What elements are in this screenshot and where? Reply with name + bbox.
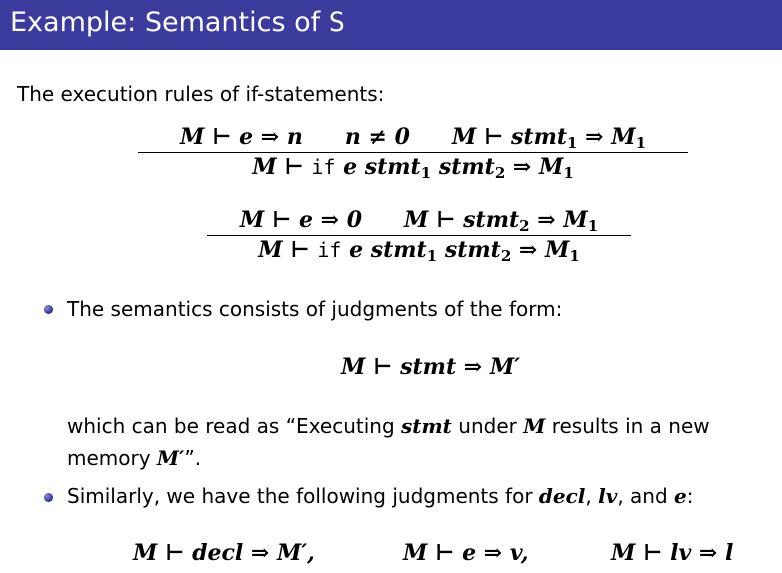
inference-rule-1: [138, 124, 688, 183]
rule-2-premises: [207, 207, 631, 235]
intro-text: The execution rules of if-statements:: [17, 82, 385, 106]
rule-1-conclusion: M ⊢ if e stmt$_1$ stmt$_2$ ⇒ $M_1$: [252, 154, 574, 183]
bullet-icon: [44, 493, 53, 502]
slide-title-text: Example: Semantics of: [10, 7, 329, 38]
rule-2-premise-1: M ⊢ e ⇒ 0: [239, 207, 363, 233]
inference-rule-2: [207, 207, 631, 266]
judgment-expr: M ⊢ e ⇒ v,: [403, 540, 529, 566]
bullet-1-explanation-line-1: which can be read as “Executing stmt under M results in a new: [67, 414, 710, 438]
bullet-icon: [44, 305, 53, 314]
bullet-1-text: The semantics consists of judgments of the form:: [67, 297, 563, 321]
slide-title: [10, 7, 345, 38]
slide-title-code: S: [328, 7, 345, 38]
judgment-decl: M ⊢ decl ⇒ M′,: [133, 540, 315, 566]
judgment-lv: M ⊢ lv ⇒ l: [611, 540, 734, 566]
rule-1-premise-1: M ⊢ e ⇒ n: [179, 124, 303, 150]
rule-1-premises: [138, 124, 688, 152]
rule-1-premise-3: M ⊢ stmt$_1$ ⇒ $M_1$: [451, 124, 647, 152]
judgment-stmt: M ⊢ stmt ⇒ M′: [341, 354, 521, 380]
rule-2-premise-2: M ⊢ stmt$_2$ ⇒ $M_1$: [404, 207, 599, 235]
rule-2-conclusion: M ⊢ if e stmt$_1$ stmt$_2$ ⇒ $M_1$: [258, 237, 580, 266]
title-bar: [0, 0, 782, 50]
bullet-2-text: Similarly, we have the following judgments for decl, lv, and e:: [67, 484, 694, 508]
rule-1-premise-2: n ≠ 0: [344, 124, 410, 150]
bullet-1-explanation-line-2: memory M′”.: [67, 446, 202, 470]
